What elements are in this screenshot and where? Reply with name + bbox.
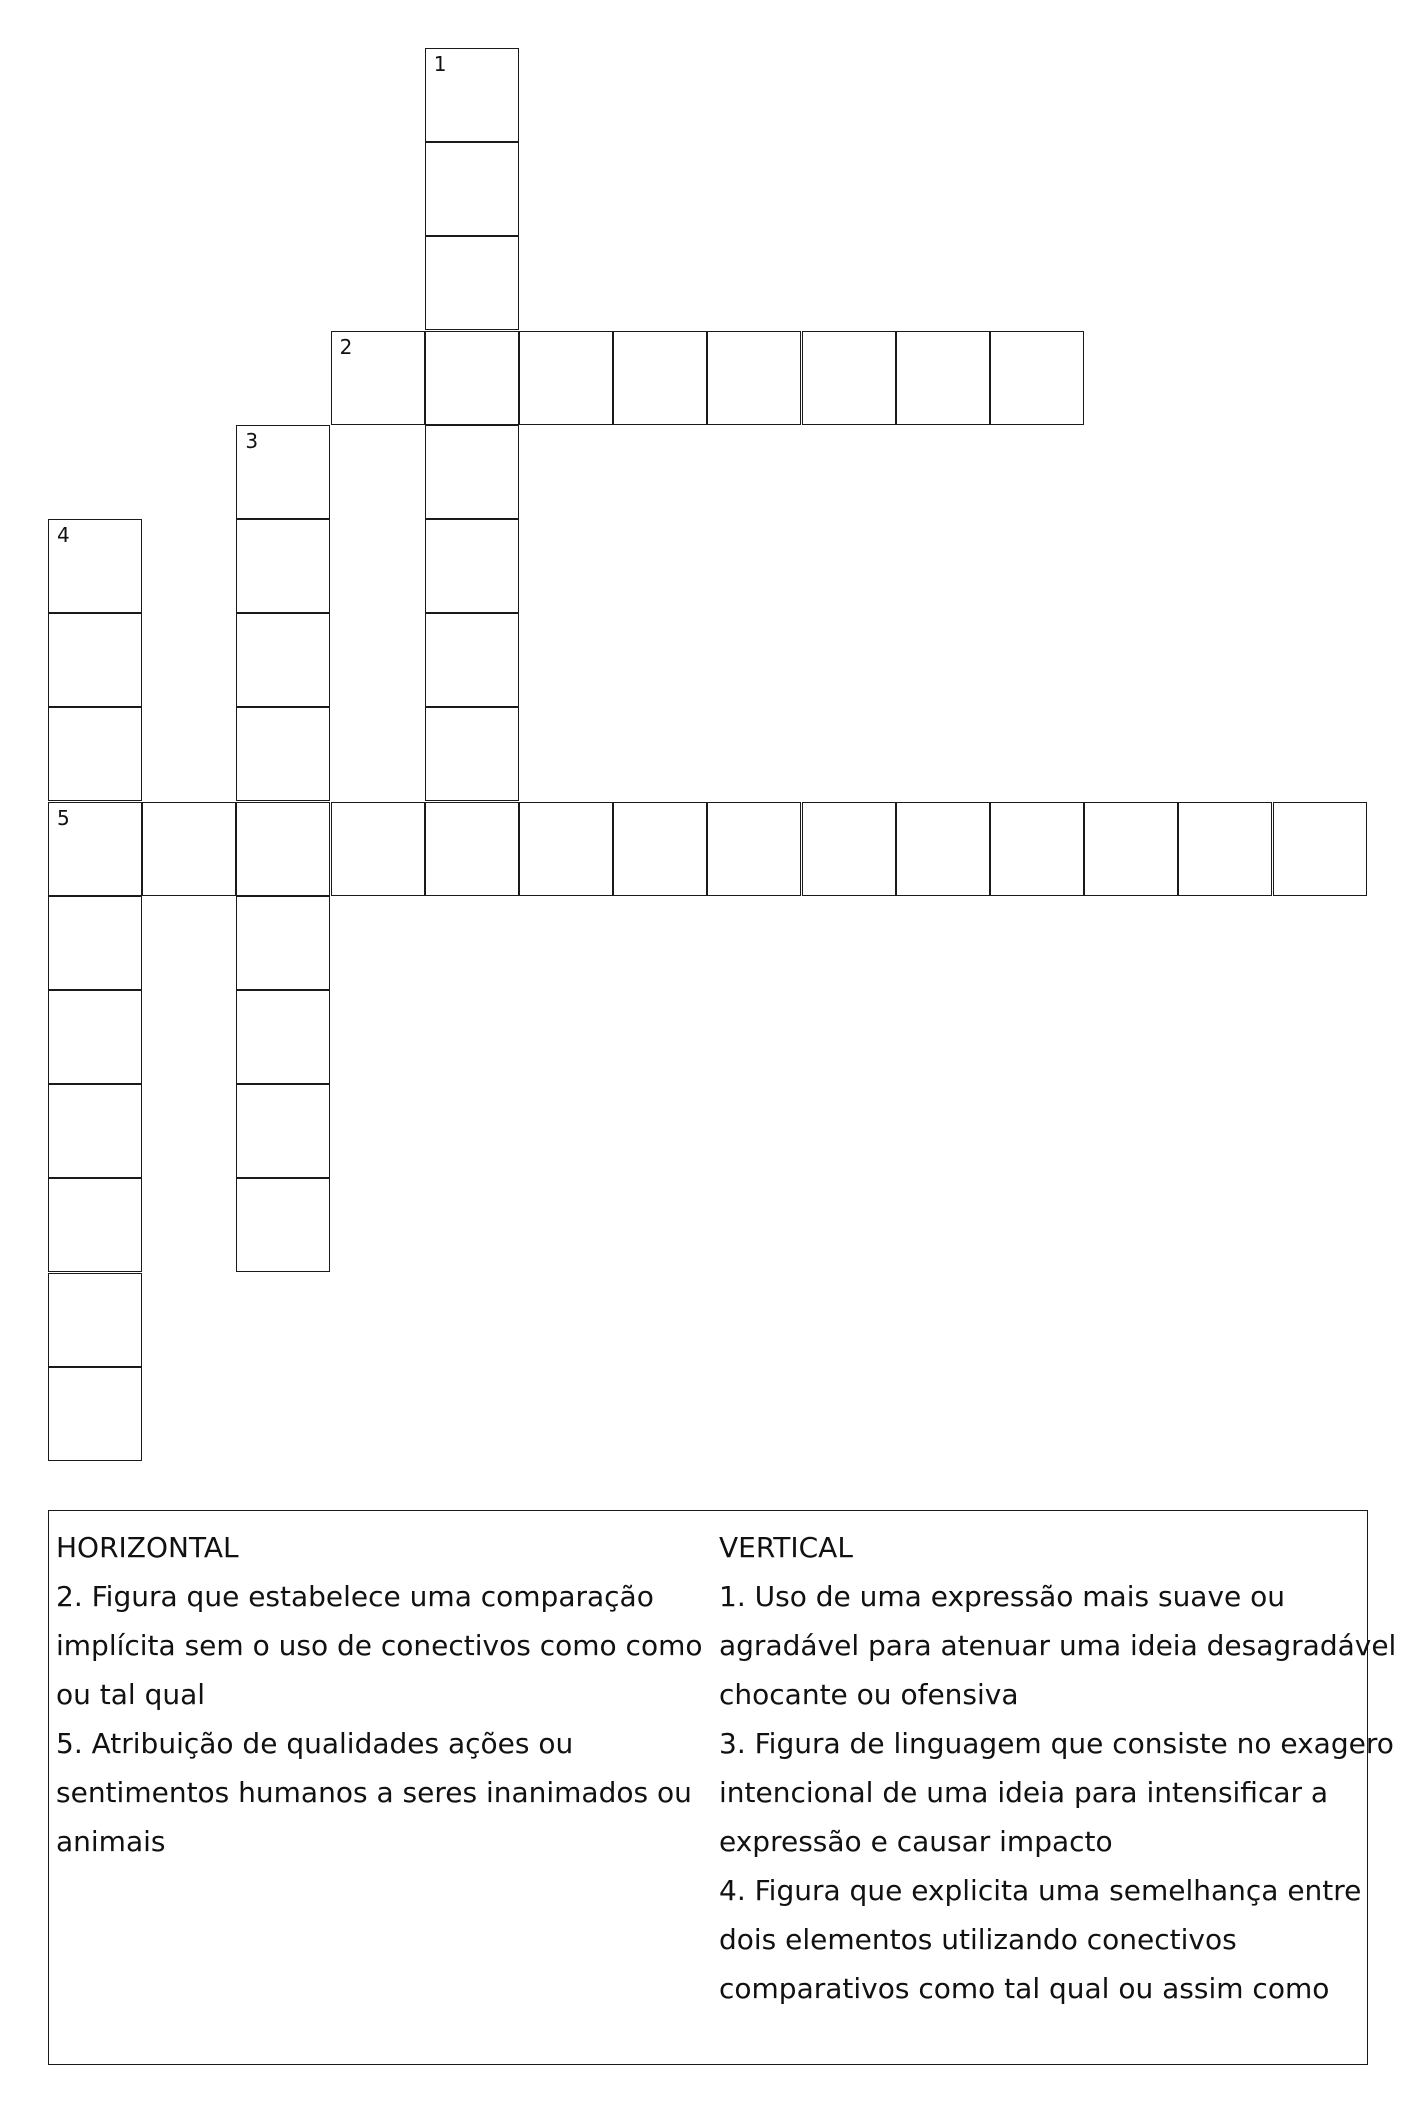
crossword-cell[interactable] xyxy=(48,519,142,613)
crossword-cell[interactable] xyxy=(425,142,519,236)
crossword-cell[interactable] xyxy=(425,331,519,425)
crossword-cell[interactable] xyxy=(1273,802,1367,896)
cell-number: 1 xyxy=(433,52,447,76)
crossword-cell[interactable] xyxy=(236,613,330,707)
crossword-cell[interactable] xyxy=(1178,802,1272,896)
crossword-cell[interactable] xyxy=(802,331,896,425)
vertical-clue-line: intencional de uma ideia para intensificar a xyxy=(719,1776,1329,1809)
vertical-clue-line: agradável para atenuar uma ideia desagradável xyxy=(719,1629,1397,1662)
crossword-cell[interactable] xyxy=(802,802,896,896)
crossword-cell[interactable] xyxy=(48,990,142,1084)
crossword-cell[interactable] xyxy=(48,1367,142,1461)
cell-number: 2 xyxy=(339,334,353,359)
crossword-cell[interactable] xyxy=(896,802,990,896)
cell-number: 5 xyxy=(57,805,70,830)
crossword-cell[interactable] xyxy=(613,331,707,425)
crossword-cell[interactable] xyxy=(331,802,425,896)
crossword-cell[interactable] xyxy=(236,425,330,519)
crossword-cell[interactable] xyxy=(236,1084,330,1178)
crossword-cell[interactable] xyxy=(236,519,330,613)
crossword-cell[interactable] xyxy=(425,707,519,801)
vertical-heading: VERTICAL xyxy=(719,1531,853,1564)
crossword-cell[interactable] xyxy=(519,802,613,896)
cell-number: 4 xyxy=(57,523,70,547)
vertical-clue-line: dois elementos utilizando conectivos xyxy=(719,1923,1237,1956)
crossword-cell[interactable] xyxy=(425,425,519,519)
horizontal-clue-line: animais xyxy=(56,1825,166,1858)
horizontal-clue-line: sentimentos humanos a seres inanimados ou xyxy=(56,1776,692,1809)
crossword-cell[interactable] xyxy=(142,802,236,896)
horizontal-clues xyxy=(56,1523,706,1866)
crossword-cell[interactable] xyxy=(236,990,330,1084)
crossword-cell[interactable] xyxy=(236,802,330,896)
crossword-cell[interactable] xyxy=(425,802,519,896)
crossword-cell[interactable] xyxy=(48,896,142,990)
clues-box xyxy=(48,1510,1397,2065)
vertical-clue-line: comparativos como tal qual ou assim como xyxy=(719,1972,1330,2005)
crossword-cell[interactable] xyxy=(425,613,519,707)
horizontal-heading: HORIZONTAL xyxy=(56,1531,239,1564)
crossword-cell[interactable] xyxy=(896,331,990,425)
horizontal-clue-line: 5. Atribuição de qualidades ações ou xyxy=(56,1727,574,1760)
crossword-cell[interactable] xyxy=(48,1178,142,1272)
crossword-cell[interactable] xyxy=(48,613,142,707)
vertical-clue-line: 3. Figura de linguagem que consiste no exagero xyxy=(719,1727,1394,1760)
crossword-cell[interactable] xyxy=(48,802,142,896)
horizontal-clue-line: ou tal qual xyxy=(56,1678,206,1711)
horizontal-clue-line: implícita sem o uso de conectivos como como xyxy=(56,1629,703,1662)
crossword-cell[interactable] xyxy=(425,48,519,142)
vertical-clues xyxy=(719,1523,1397,2013)
crossword-cell[interactable] xyxy=(990,802,1084,896)
crossword-cell[interactable] xyxy=(613,802,707,896)
crossword-cell[interactable] xyxy=(990,331,1084,425)
crossword-cell[interactable] xyxy=(707,802,801,896)
crossword-cell[interactable] xyxy=(236,896,330,990)
cell-number: 3 xyxy=(245,428,259,453)
crossword-cell[interactable] xyxy=(1084,802,1178,896)
horizontal-clue-line: 2. Figura que estabelece uma comparação xyxy=(56,1580,654,1613)
crossword-cell[interactable] xyxy=(48,1084,142,1178)
vertical-clue-line: 4. Figura que explicita uma semelhança entre xyxy=(719,1874,1362,1907)
vertical-clue-line: chocante ou ofensiva xyxy=(719,1678,1019,1711)
vertical-clue-line: expressão e causar impacto xyxy=(719,1825,1113,1858)
crossword-cell[interactable] xyxy=(48,1273,142,1367)
crossword-cell[interactable] xyxy=(425,519,519,613)
vertical-clue-line: 1. Uso de uma expressão mais suave ou xyxy=(719,1580,1286,1613)
crossword-cell[interactable] xyxy=(519,331,613,425)
crossword-cell[interactable] xyxy=(331,331,425,425)
crossword-cell[interactable] xyxy=(236,707,330,801)
crossword-cell[interactable] xyxy=(48,707,142,801)
crossword-cell[interactable] xyxy=(236,1178,330,1272)
crossword-cell[interactable] xyxy=(425,236,519,330)
crossword-cell[interactable] xyxy=(707,331,801,425)
